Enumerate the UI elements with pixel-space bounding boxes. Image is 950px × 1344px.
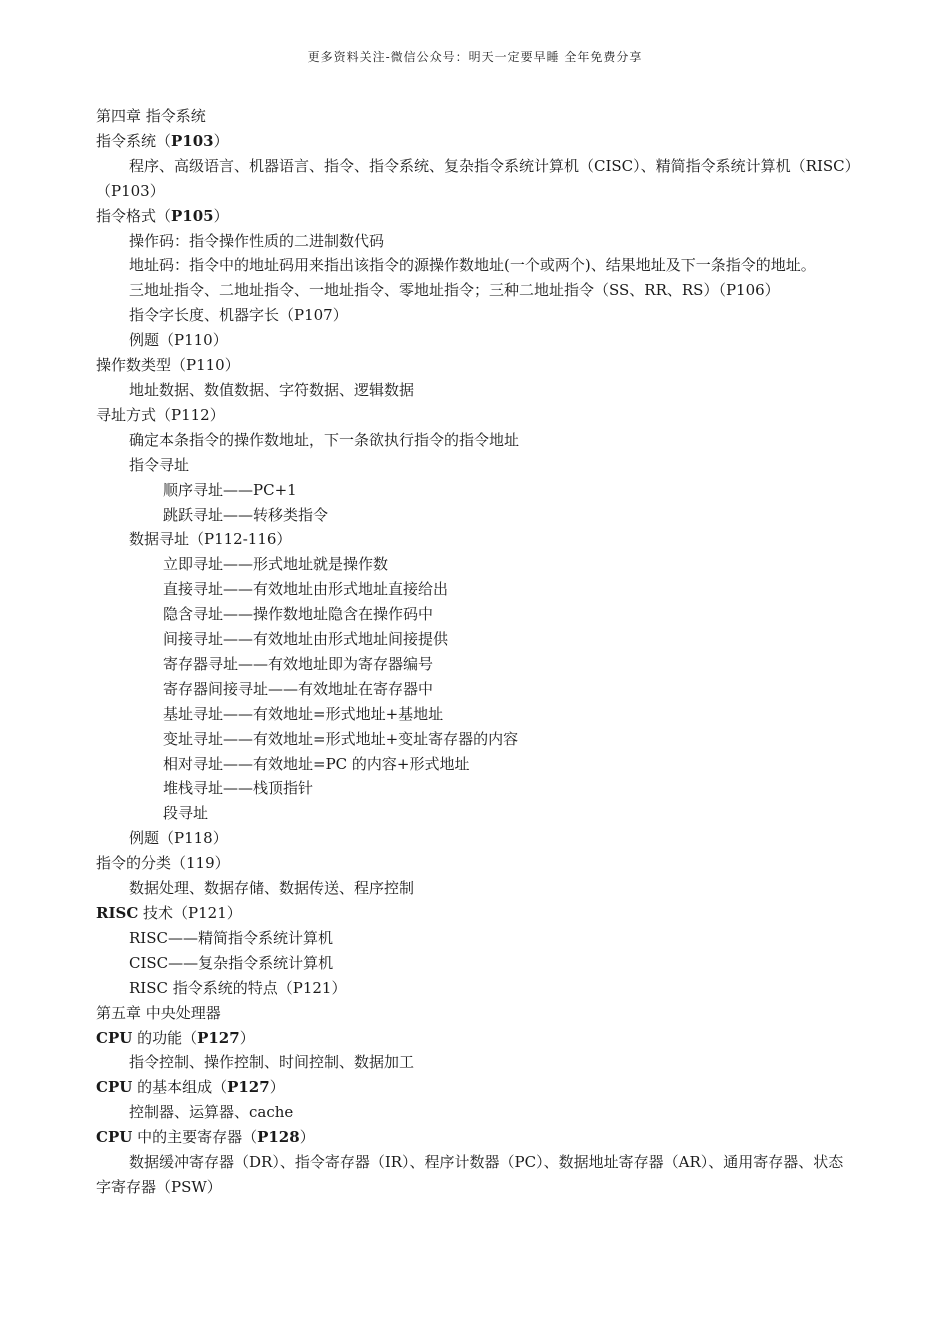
text-run: CISC——复杂指令系统计算机 [129,953,334,972]
text-run: ） [213,206,229,225]
text-run: 指令字长度、机器字长（P107） [129,306,348,325]
text-line [96,801,854,826]
text-line [96,876,854,901]
text-line [96,478,854,503]
bold-text: P103 [171,131,214,150]
text-line [96,428,854,453]
text-line [96,154,854,204]
text-line [96,1100,854,1125]
text-run: ） [299,1128,315,1147]
text-run: 跳跃寻址——转移类指令 [163,505,329,524]
text-run: 寄存器间接寻址——有效地址在寄存器中 [163,679,434,698]
text-line [96,552,854,577]
text-line [96,527,854,552]
text-run: RISC 指令系统的特点（P121） [129,978,347,997]
text-run: 中的主要寄存器（ [132,1128,258,1147]
text-run: 技术（P121） [138,904,242,922]
text-run: 数据缓冲寄存器（DR）、指令寄存器（IR）、程序计数器（PC）、数据地址寄存器（AR）、通用寄存器、状态字寄存器（PSW） [96,1153,844,1196]
text-line [96,677,854,702]
text-run: 段寻址 [163,804,209,823]
text-line [96,253,854,278]
text-run: ） [239,1028,255,1047]
text-line [96,278,854,303]
text-line [96,1125,854,1150]
text-line [96,1075,854,1100]
text-run: 指令格式（ [96,206,172,225]
bold-text: P128 [257,1128,300,1147]
bold-text: RISC [96,904,139,922]
bold-text: CPU [96,1078,133,1097]
text-run: RISC——精简指令系统计算机 [129,928,333,947]
text-run: 间接寻址——有效地址由形式地址间接提供 [163,630,449,649]
text-run: 地址数据、数值数据、字符数据、逻辑数据 [129,380,415,399]
bold-text: CPU [96,1128,133,1147]
text-run: 例题（P110） [129,331,228,350]
text-line [96,328,854,353]
text-run: 变址寻址——有效地址=形式地址+变址寄存器的内容 [163,729,519,748]
text-run: 第四章 指令系统 [96,107,206,125]
text-line [96,652,854,677]
text-run: 操作码：指令操作性质的二进制数代码 [129,231,385,250]
text-line [96,403,854,428]
bold-text: CPU [96,1028,133,1047]
text-run: 立即寻址——形式地址就是操作数 [163,555,389,574]
text-line [96,1050,854,1075]
text-line [96,503,854,528]
text-line [96,577,854,602]
text-run: 隐含寻址——操作数地址隐含在操作码中 [163,605,434,624]
text-run: ） [269,1078,285,1097]
text-line [96,204,854,229]
bold-text: P127 [227,1078,270,1097]
text-run: 例题（P118） [129,829,228,848]
text-run: 数据处理、数据存储、数据传送、程序控制 [129,879,415,898]
text-line [96,129,854,154]
text-run: 确定本条指令的操作数地址，下一条欲执行指令的指令地址 [129,430,520,449]
text-line [96,453,854,478]
text-run: 指令的分类（119） [96,854,230,873]
text-line [96,378,854,403]
text-run: 直接寻址——有效地址由形式地址直接给出 [163,580,449,599]
text-run: 的基本组成（ [132,1078,228,1097]
text-line [96,1026,854,1051]
text-line [96,926,854,951]
text-run: 第五章 中央处理器 [96,1003,221,1022]
text-line [96,229,854,254]
text-line [96,1150,854,1200]
text-line [96,104,854,129]
text-run: 寄存器寻址——有效地址即为寄存器编号 [163,654,434,673]
text-run: 相对寻址——有效地址=PC 的内容+形式地址 [163,754,470,773]
text-line [96,627,854,652]
text-line [96,901,854,926]
text-run: ） [213,131,229,150]
text-run: 程序、高级语言、机器语言、指令、指令系统、复杂指令系统计算机（CISC）、精简指令系统计算机（RISC）（P103） [96,156,853,200]
text-run: 数据寻址（P112-116） [129,530,292,549]
document-body [96,104,854,1200]
text-line [96,303,854,328]
page-header: 更多资料关注-微信公众号：明天一定要早睡 全年免费分享 [307,50,643,64]
text-run: 堆栈寻址——栈顶指针 [163,779,314,798]
text-run: 控制器、运算器、cache [129,1103,294,1122]
text-line [96,752,854,777]
text-run: 地址码：指令中的地址码用来指出该指令的源操作数地址(一个或两个)、结果地址及下一条指令的地址。 [129,256,816,275]
text-line [96,727,854,752]
text-run: 三地址指令、二地址指令、一地址指令、零地址指令；三种二地址指令（SS、RR、RS）（P106） [129,281,780,300]
text-line [96,851,854,876]
text-line [96,602,854,627]
text-line [96,776,854,801]
text-run: 指令系统（ [96,131,172,150]
text-run: 顺序寻址——PC+1 [163,480,297,499]
text-line [96,702,854,727]
text-run: 基址寻址——有效地址=形式地址+基地址 [163,704,444,723]
bold-text: P105 [171,206,214,225]
text-line [96,826,854,851]
text-run: 指令寻址 [129,455,190,474]
text-line [96,1001,854,1026]
text-run: 寻址方式（P112） [96,405,225,424]
text-run: 指令控制、操作控制、时间控制、数据加工 [129,1053,415,1072]
text-line [96,951,854,976]
text-run: 操作数类型（P110） [96,356,240,375]
text-line [96,353,854,378]
text-run: 的功能（ [132,1028,198,1047]
text-line [96,976,854,1001]
bold-text: P127 [197,1028,240,1047]
